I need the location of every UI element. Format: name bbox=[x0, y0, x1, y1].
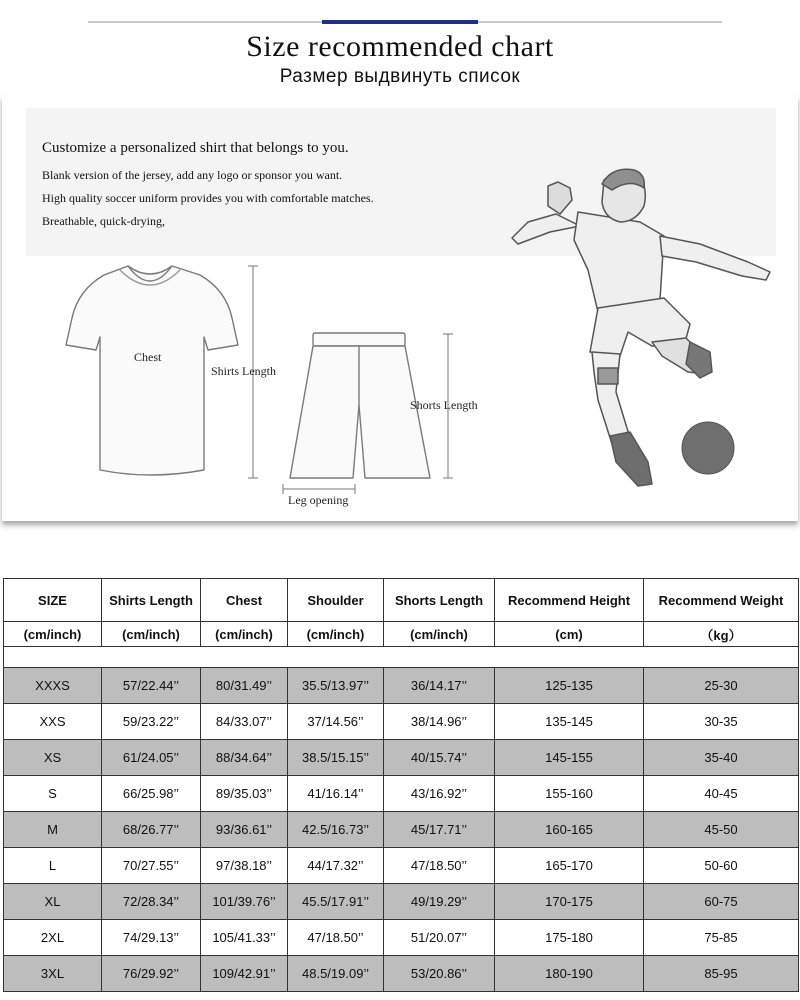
table-spacer-row bbox=[4, 647, 799, 668]
header-cell: Chest bbox=[201, 579, 288, 622]
header-cell: Shoulder bbox=[288, 579, 384, 622]
size-cell: 2XL bbox=[4, 920, 102, 956]
header-cell: Recommend Height bbox=[495, 579, 644, 622]
header-cell: Shirts Length bbox=[102, 579, 201, 622]
table-cell: 170-175 bbox=[495, 884, 644, 920]
size-cell: XXS bbox=[4, 704, 102, 740]
shirts-length-label: Shirts Length bbox=[211, 364, 276, 378]
table-cell: 25-30 bbox=[644, 668, 799, 704]
table-cell: 93/36.61’’ bbox=[201, 812, 288, 848]
table-cell: 44/17.32’’ bbox=[288, 848, 384, 884]
table-cell: 72/28.34’’ bbox=[102, 884, 201, 920]
table-cell: 59/23.22’’ bbox=[102, 704, 201, 740]
table-cell: 50-60 bbox=[644, 848, 799, 884]
table-row bbox=[4, 668, 799, 704]
table-cell: 76/29.92’’ bbox=[102, 956, 201, 992]
page-subtitle: Размер выдвинуть список bbox=[279, 66, 521, 87]
table-cell: 42.5/16.73’’ bbox=[288, 812, 384, 848]
table-row bbox=[4, 848, 799, 884]
table-cell: 47/18.50’’ bbox=[384, 848, 495, 884]
unit-cell: (cm/inch) bbox=[201, 622, 288, 647]
table-row bbox=[4, 812, 799, 848]
table-cell: 41/16.14’’ bbox=[288, 776, 384, 812]
table-cell: 85-95 bbox=[644, 956, 799, 992]
table-header-row bbox=[4, 579, 799, 622]
table-unit-row bbox=[4, 622, 799, 647]
table-cell: 97/38.18’’ bbox=[201, 848, 288, 884]
shorts-icon bbox=[290, 333, 430, 478]
size-cell: XXXS bbox=[4, 668, 102, 704]
table-cell: 89/35.03’’ bbox=[201, 776, 288, 812]
table-cell: 57/22.44’’ bbox=[102, 668, 201, 704]
table-cell: 45/17.71’’ bbox=[384, 812, 495, 848]
size-chart-table bbox=[3, 578, 799, 992]
table-cell: 45-50 bbox=[644, 812, 799, 848]
table-row bbox=[4, 956, 799, 992]
table-cell: 30-35 bbox=[644, 704, 799, 740]
size-cell: 3XL bbox=[4, 956, 102, 992]
table-cell: 35.5/13.97’’ bbox=[288, 668, 384, 704]
table-cell: 160-165 bbox=[495, 812, 644, 848]
table-cell: 47/18.50’’ bbox=[288, 920, 384, 956]
table-cell: 38.5/15.15’’ bbox=[288, 740, 384, 776]
header-cell: Recommend Weight bbox=[644, 579, 799, 622]
table-cell: 105/41.33’’ bbox=[201, 920, 288, 956]
size-cell: XL bbox=[4, 884, 102, 920]
table-cell: 109/42.91’’ bbox=[201, 956, 288, 992]
description-headline: Customize a personalized shirt that belongs to you. bbox=[42, 140, 349, 156]
table-cell: 53/20.86’’ bbox=[384, 956, 495, 992]
table-cell: 66/25.98’’ bbox=[102, 776, 201, 812]
shorts-length-label: Shorts Length bbox=[410, 398, 478, 412]
table-cell: 80/31.49’’ bbox=[201, 668, 288, 704]
table-cell: 135-145 bbox=[495, 704, 644, 740]
table-cell: 35-40 bbox=[644, 740, 799, 776]
table-row bbox=[4, 884, 799, 920]
table-cell: 70/27.55’’ bbox=[102, 848, 201, 884]
table-cell: 48.5/19.09’’ bbox=[288, 956, 384, 992]
table-cell: 125-135 bbox=[495, 668, 644, 704]
table-row bbox=[4, 776, 799, 812]
chest-label: Chest bbox=[134, 350, 162, 364]
table-cell: 40/15.74’’ bbox=[384, 740, 495, 776]
header-cell: Shorts Length bbox=[384, 579, 495, 622]
size-cell: M bbox=[4, 812, 102, 848]
header-cell: SIZE bbox=[4, 579, 102, 622]
table-cell: 51/20.07’’ bbox=[384, 920, 495, 956]
unit-cell: (cm/inch) bbox=[384, 622, 495, 647]
table-row bbox=[4, 920, 799, 956]
unit-cell: (cm/inch) bbox=[4, 622, 102, 647]
unit-cell: (cm/inch) bbox=[288, 622, 384, 647]
size-cell: XS bbox=[4, 740, 102, 776]
table-cell: 175-180 bbox=[495, 920, 644, 956]
size-cell: S bbox=[4, 776, 102, 812]
leg-opening-label: Leg opening bbox=[288, 493, 349, 507]
table-cell: 75-85 bbox=[644, 920, 799, 956]
description-line: Breathable, quick-drying, bbox=[42, 214, 165, 228]
unit-cell: (cm) bbox=[495, 622, 644, 647]
table-cell: 49/19.29’’ bbox=[384, 884, 495, 920]
size-cell: L bbox=[4, 848, 102, 884]
description-line: High quality soccer uniform provides you with comfortable matches. bbox=[42, 191, 374, 205]
table-cell: 36/14.17’’ bbox=[384, 668, 495, 704]
table-cell: 38/14.96’’ bbox=[384, 704, 495, 740]
table-row bbox=[4, 740, 799, 776]
table-cell: 101/39.76’’ bbox=[201, 884, 288, 920]
table-cell: 68/26.77’’ bbox=[102, 812, 201, 848]
table-cell: 180-190 bbox=[495, 956, 644, 992]
table-cell: 43/16.92’’ bbox=[384, 776, 495, 812]
table-cell: 60-75 bbox=[644, 884, 799, 920]
table-cell: 37/14.56’’ bbox=[288, 704, 384, 740]
table-cell: 74/29.13’’ bbox=[102, 920, 201, 956]
table-cell: 155-160 bbox=[495, 776, 644, 812]
table-cell: 40-45 bbox=[644, 776, 799, 812]
table-cell: 84/33.07’’ bbox=[201, 704, 288, 740]
page-title: Size recommended chart bbox=[246, 30, 554, 63]
table-cell: 165-170 bbox=[495, 848, 644, 884]
table-cell: 145-155 bbox=[495, 740, 644, 776]
table-cell: 88/34.64’’ bbox=[201, 740, 288, 776]
description-line: Blank version of the jersey, add any logo or sponsor you want. bbox=[42, 168, 343, 182]
table-cell: 61/24.05’’ bbox=[102, 740, 201, 776]
unit-cell: （kg） bbox=[644, 622, 799, 647]
table-row bbox=[4, 704, 799, 740]
unit-cell: (cm/inch) bbox=[102, 622, 201, 647]
soccer-ball-icon bbox=[682, 422, 734, 474]
table-cell: 45.5/17.91’’ bbox=[288, 884, 384, 920]
